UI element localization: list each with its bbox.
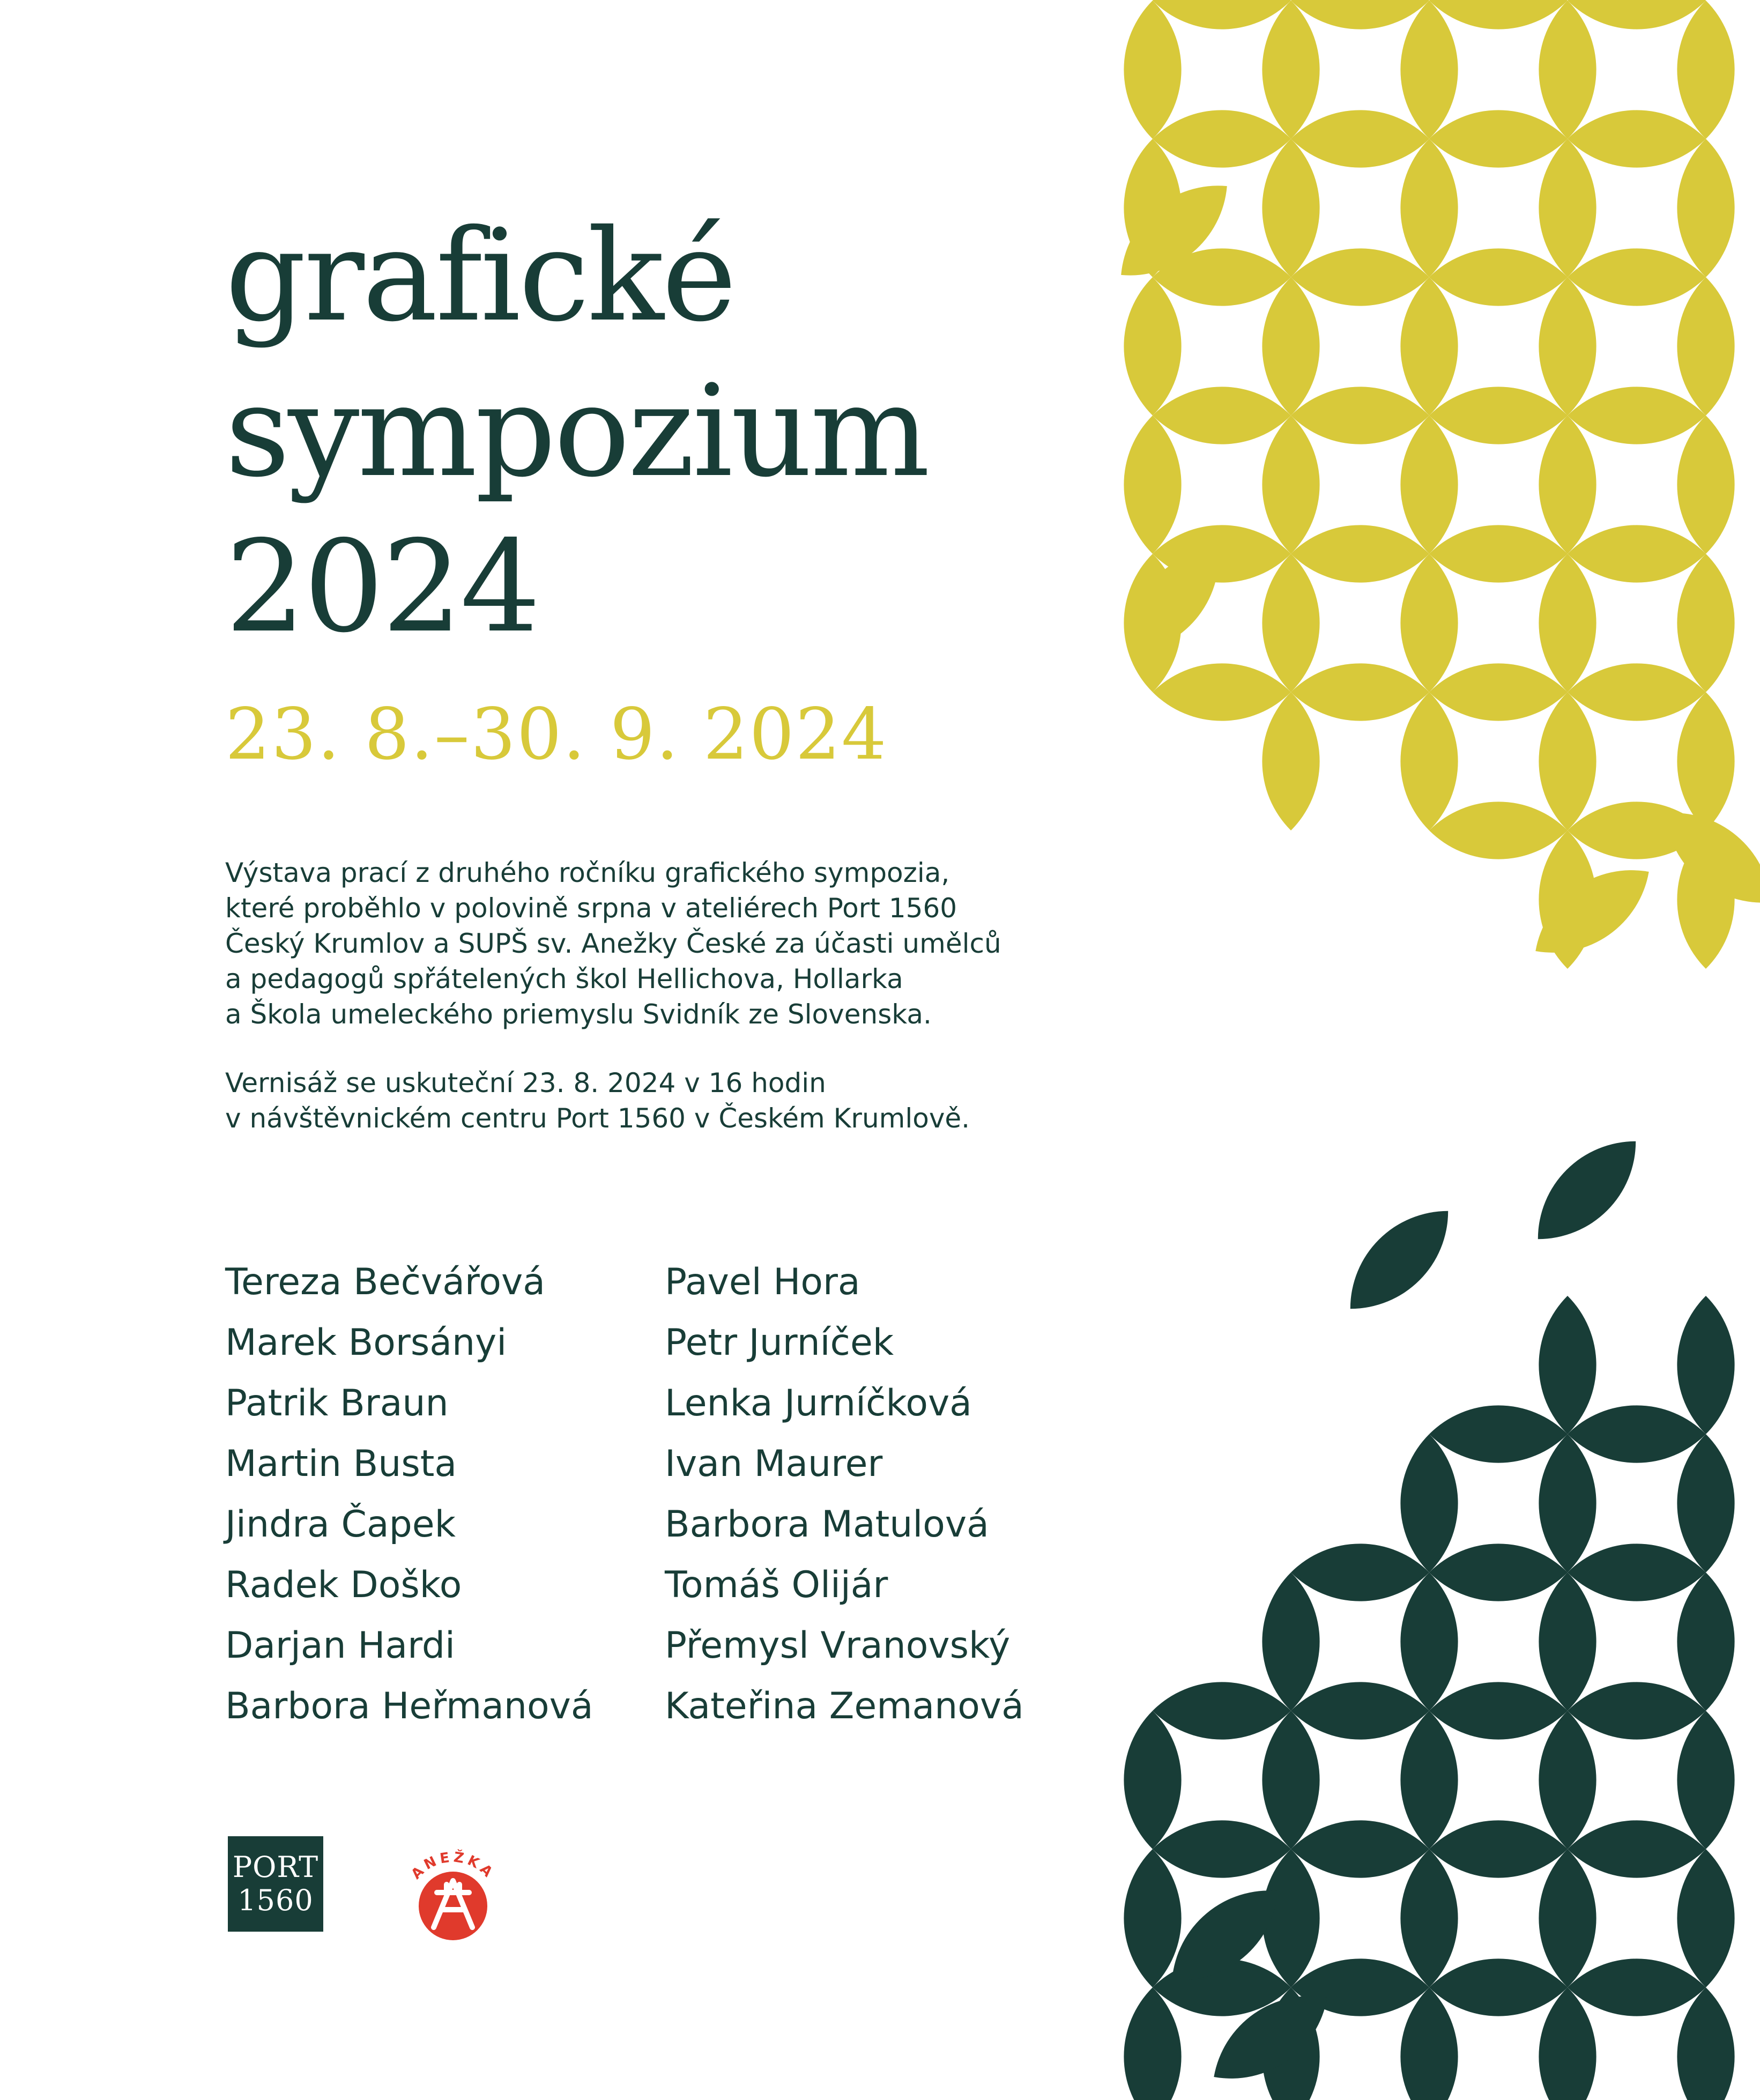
- petal-shape: [1677, 1849, 1734, 1987]
- petal-shape: [1153, 387, 1291, 444]
- artist-name: Marek Borsányi: [225, 1322, 507, 1364]
- petal-shape: [1124, 1849, 1181, 1987]
- petal-shape: [1539, 554, 1596, 692]
- petal-shape: [1400, 1, 1458, 139]
- artist-name: Přemysl Vranovský: [665, 1624, 1011, 1667]
- petal-shape: [1539, 1572, 1596, 1711]
- artist-name: Jindra Čapek: [225, 1503, 456, 1546]
- petal-shape: [1400, 139, 1458, 277]
- petal-shape: [1262, 554, 1319, 692]
- logo-text: 1560: [237, 1883, 314, 1917]
- petal-shape: [1568, 1405, 1706, 1463]
- petal-shape: [1568, 1682, 1706, 1739]
- petal-shape: [1429, 387, 1568, 444]
- artist-name: Patrik Braun: [225, 1382, 449, 1424]
- artist-name: Barbora Matulová: [665, 1503, 989, 1546]
- artist-name: Petr Jurníček: [665, 1322, 894, 1364]
- petal-shape: [1262, 1572, 1319, 1711]
- petal-shape: [1677, 139, 1734, 277]
- petal-shape: [1153, 1820, 1291, 1878]
- artist-name: Pavel Hora: [665, 1261, 860, 1303]
- petal-shape: [1677, 1711, 1734, 1849]
- petal-shape: [1429, 1958, 1568, 2016]
- petal-shape: [1677, 1572, 1734, 1711]
- petal-shape: [1568, 1544, 1706, 1601]
- title-line: sympozium: [225, 358, 928, 505]
- petal-shape: [1429, 1405, 1568, 1463]
- petal-shape: [1350, 1211, 1448, 1309]
- title-line: 2024: [225, 513, 539, 661]
- description-line: Český Krumlov a SUPŠ sv. Anežky České za účasti umělců: [225, 928, 1001, 959]
- artist-list-left: [225, 1252, 593, 1737]
- petal-shape: [1539, 415, 1596, 554]
- petal-shape: [1153, 1682, 1291, 1739]
- description-line: a Škola umeleckého priemyslu Svidník ze Slovenska.: [225, 999, 932, 1030]
- petal-shape: [1400, 1572, 1458, 1711]
- petal-shape: [1291, 525, 1429, 582]
- petal-shape: [1429, 1820, 1568, 1878]
- petal-shape: [1153, 0, 1291, 29]
- description-line: a pedagogů spřátelených škol Hellichova, Hollarka: [225, 963, 903, 995]
- petal-shape: [1291, 663, 1429, 721]
- petal-shape: [1262, 1, 1319, 139]
- petal-shape: [1291, 1544, 1429, 1601]
- artist-name: Lenka Jurníčková: [665, 1382, 972, 1424]
- petal-shape: [1539, 1296, 1596, 1434]
- petal-shape: [1124, 415, 1181, 554]
- petal-shape: [1400, 1987, 1458, 2100]
- petal-shape: [1129, 547, 1219, 654]
- petal-shape: [1568, 110, 1706, 167]
- petal-shape: [1429, 663, 1568, 721]
- artist-name: Darjan Hardi: [225, 1624, 455, 1667]
- port-1560-logo: [228, 1836, 323, 1932]
- description-line: Vernisáž se uskuteční 23. 8. 2024 v 16 hodin: [225, 1067, 826, 1099]
- petal-shape: [1400, 1434, 1458, 1572]
- petal-shape: [1262, 415, 1319, 554]
- petal-shape: [1429, 1682, 1568, 1739]
- petal-shape: [1429, 110, 1568, 167]
- petal-shape: [1677, 1987, 1734, 2100]
- anezka-school-logo: [389, 1834, 517, 1957]
- petal-shape: [1568, 1958, 1706, 2016]
- logo-text: PORT: [232, 1850, 319, 1884]
- artist-name: Radek Doško: [225, 1564, 462, 1606]
- petal-shape: [1400, 415, 1458, 554]
- petal-shape: [1262, 277, 1319, 415]
- petal-shape: [1400, 277, 1458, 415]
- petal-shape: [1262, 139, 1319, 277]
- petal-shape: [1291, 0, 1429, 29]
- petal-shape: [1568, 525, 1706, 582]
- artist-list-right: [665, 1252, 1024, 1737]
- petal-shape: [1429, 802, 1568, 859]
- petal-shape: [1291, 1820, 1429, 1878]
- petal-shape: [1153, 110, 1291, 167]
- petal-shape: [1677, 415, 1734, 554]
- artist-name: Tereza Bečvářová: [225, 1261, 545, 1303]
- description-line: Výstava prací z druhého ročníku grafického sympozia,: [225, 857, 950, 888]
- description-paragraph: [225, 855, 1083, 1032]
- petal-shape: [1291, 248, 1429, 306]
- petal-shape: [1539, 1711, 1596, 1849]
- petal-shape: [1568, 1820, 1706, 1878]
- petal-shape: [1429, 1544, 1568, 1601]
- petal-shape: [1539, 1434, 1596, 1572]
- svg-text:ANEŽKA: ANEŽKA: [408, 1849, 498, 1883]
- artist-name: Tomáš Olijár: [665, 1564, 888, 1606]
- petal-shape: [1677, 692, 1734, 830]
- petal-shape: [1539, 1849, 1596, 1987]
- artist-name: Barbora Heřmanová: [225, 1685, 593, 1727]
- petal-shape: [1291, 110, 1429, 167]
- petal-shape: [1677, 1, 1734, 139]
- vernissage-paragraph: [225, 1065, 1083, 1136]
- petal-shape: [1677, 277, 1734, 415]
- artist-name: Ivan Maurer: [665, 1443, 883, 1485]
- petal-shape: [1568, 0, 1706, 29]
- petal-shape: [1677, 1434, 1734, 1572]
- petal-shape: [1539, 1, 1596, 139]
- petal-shape: [1400, 1849, 1458, 1987]
- petal-shape: [1124, 1987, 1181, 2100]
- petal-shape: [1677, 1296, 1734, 1434]
- petal-shape: [1568, 248, 1706, 306]
- petal-shape: [1124, 1711, 1181, 1849]
- petal-shape: [1429, 0, 1568, 29]
- petal-shape: [1262, 692, 1319, 830]
- artist-name: Martin Busta: [225, 1443, 457, 1485]
- description-line: v návštěvnickém centru Port 1560 v Českém Krumlově.: [225, 1103, 970, 1134]
- petal-shape: [1172, 1890, 1278, 1980]
- petal-shape: [1429, 525, 1568, 582]
- description-line: které proběhlo v polovině srpna v ateliérech Port 1560: [225, 893, 957, 924]
- petal-shape: [1568, 663, 1706, 721]
- petal-shape: [1539, 139, 1596, 277]
- description: [225, 855, 1083, 1169]
- petal-shape: [1539, 1987, 1596, 2100]
- petal-shape: [1400, 554, 1458, 692]
- exhibition-dates: 23. 8.–30. 9. 2024: [225, 693, 888, 776]
- petal-shape: [1153, 663, 1291, 721]
- petal-shape: [1124, 1, 1181, 139]
- petal-shape: [1539, 277, 1596, 415]
- petal-shape: [1539, 692, 1596, 830]
- petal-shape: [1262, 1711, 1319, 1849]
- petal-shape: [1124, 277, 1181, 415]
- poster-title: [225, 198, 928, 665]
- petal-shape: [1568, 387, 1706, 444]
- petal-shape: [1400, 692, 1458, 830]
- petal-shape: [1429, 248, 1568, 306]
- petal-shape: [1538, 1141, 1636, 1239]
- title-line: grafické: [225, 202, 735, 350]
- petal-shape: [1677, 554, 1734, 692]
- petal-shape: [1291, 1682, 1429, 1739]
- petal-shape: [1400, 1711, 1458, 1849]
- petal-shape: [1291, 387, 1429, 444]
- artist-name: Kateřina Zemanová: [665, 1685, 1024, 1727]
